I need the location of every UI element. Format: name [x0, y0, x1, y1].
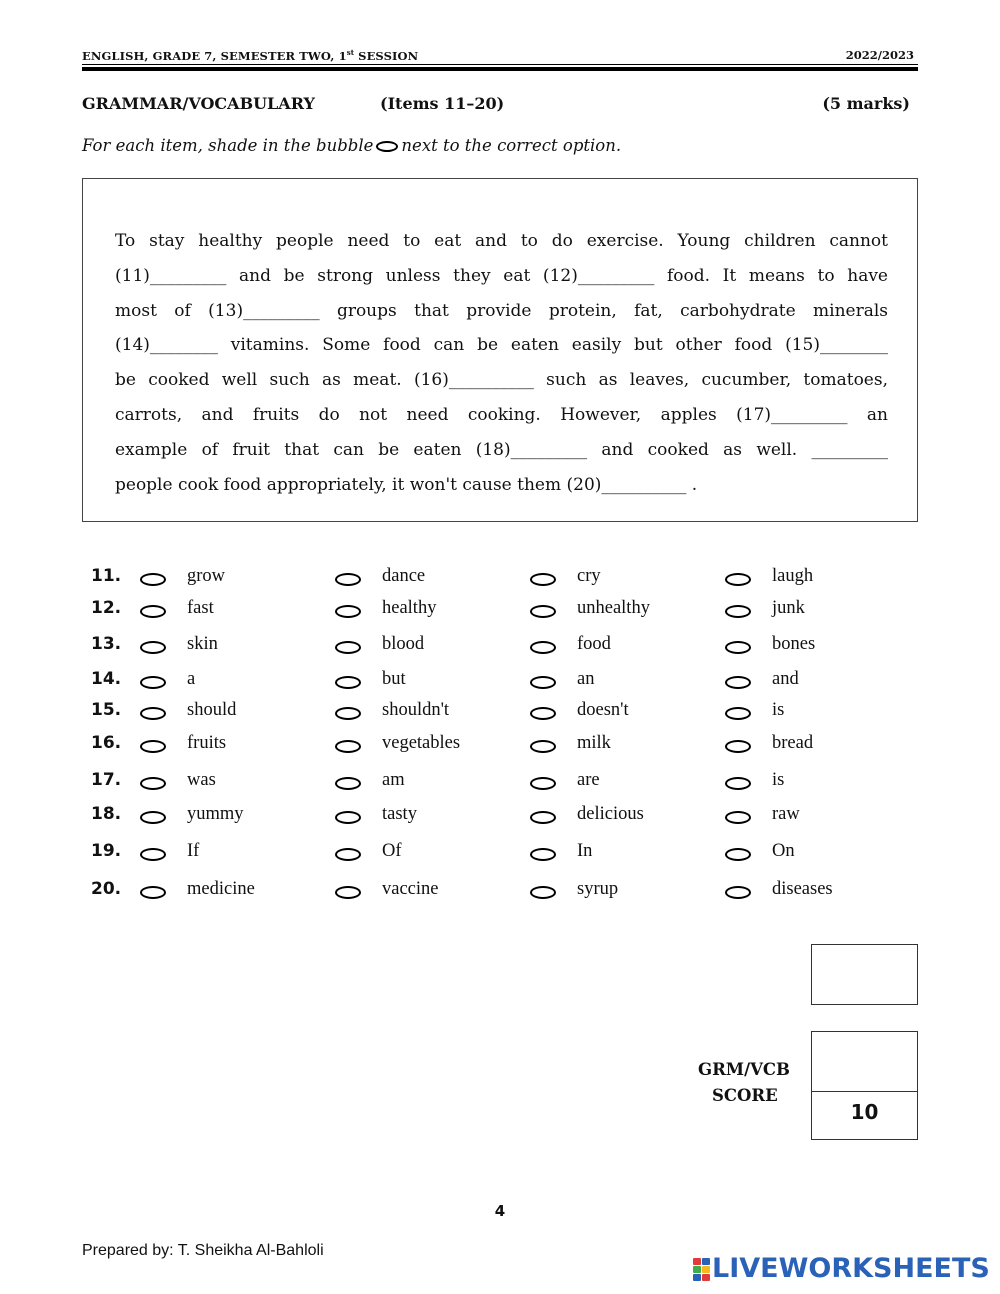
passage-line: be cooked well such as meat. (16)__________ such as leaves, cucumber, tomatoes, — [115, 370, 888, 391]
option-label: doesn't — [577, 700, 629, 720]
bubble-icon[interactable] — [725, 573, 751, 586]
bubble-icon[interactable] — [335, 605, 361, 618]
question-number: 13. — [91, 634, 122, 654]
option-label: fast — [187, 598, 214, 618]
score-total: 10 — [850, 1100, 879, 1124]
bubble-icon[interactable] — [140, 707, 166, 720]
liveworksheets-logo — [693, 1255, 989, 1285]
option-label: raw — [772, 804, 800, 824]
liveworksheets-icon — [693, 1258, 710, 1282]
option-label: grow — [187, 566, 226, 586]
option-label: unhealthy — [577, 598, 650, 618]
bubble-icon[interactable] — [140, 740, 166, 753]
question-row-12 — [0, 598, 1000, 628]
passage-line: most of (13)_________ groups that provide protein, fat, carbohydrate minerals — [115, 300, 888, 321]
option-label: yummy — [187, 804, 244, 824]
bubble-icon[interactable] — [725, 848, 751, 861]
option-label: food — [577, 634, 611, 654]
option-label: am — [382, 770, 405, 790]
option-label: Of — [382, 841, 402, 861]
bubble-icon[interactable] — [335, 886, 361, 899]
question-row-14 — [0, 669, 1000, 699]
option-label: vegetables — [382, 733, 461, 753]
passage-line: (11)_________ and be strong unless they eat (12)_________ food. It means to have — [115, 265, 888, 286]
header-rule-thick — [82, 67, 918, 71]
bubble-icon[interactable] — [725, 641, 751, 654]
passage-line: To stay healthy people need to eat and to do exercise. Young children cannot — [115, 231, 888, 251]
option-label: syrup — [577, 879, 619, 899]
question-number: 16. — [91, 733, 122, 753]
option-label: healthy — [382, 598, 437, 618]
score-box-empty[interactable] — [811, 944, 918, 1005]
question-number: 20. — [91, 879, 122, 899]
option-label: cry — [577, 566, 601, 586]
bubble-icon[interactable] — [530, 605, 556, 618]
option-label: diseases — [772, 879, 833, 899]
option-label: an — [577, 669, 595, 689]
question-row-13 — [0, 634, 1000, 664]
score-label: SCORE — [712, 1086, 778, 1105]
bubble-icon[interactable] — [725, 605, 751, 618]
bubble-icon[interactable] — [140, 811, 166, 824]
option-label: and — [772, 669, 799, 689]
option-label: dance — [382, 566, 426, 586]
bubble-icon[interactable] — [140, 641, 166, 654]
bubble-icon[interactable] — [335, 848, 361, 861]
instruction: For each item, shade in the bubble next to the correct option. — [82, 136, 622, 155]
option-label: fruits — [187, 733, 227, 753]
passage-text — [115, 224, 888, 502]
section-title: GRAMMAR/VOCABULARY — [82, 94, 315, 113]
bubble-icon[interactable] — [725, 811, 751, 824]
question-row-11 — [0, 566, 1000, 596]
option-label: milk — [577, 733, 611, 753]
passage-line: example of fruit that can be eaten (18)_________ and cooked as well. _________ — [115, 439, 888, 460]
option-label: On — [772, 841, 795, 861]
question-number: 14. — [91, 669, 122, 689]
bubble-icon[interactable] — [335, 641, 361, 654]
option-label: are — [577, 770, 600, 790]
bubble-icon[interactable] — [140, 777, 166, 790]
bubble-icon[interactable] — [335, 811, 361, 824]
bubble-icon[interactable] — [530, 886, 556, 899]
option-label: delicious — [577, 804, 644, 824]
option-label: vaccine — [382, 879, 439, 899]
bubble-icon[interactable] — [140, 676, 166, 689]
option-label: a — [187, 669, 196, 689]
bubble-icon[interactable] — [335, 707, 361, 720]
bubble-icon[interactable] — [725, 676, 751, 689]
question-row-15 — [0, 700, 1000, 730]
bubble-icon[interactable] — [725, 886, 751, 899]
option-label: medicine — [187, 879, 255, 899]
bubble-icon[interactable] — [530, 777, 556, 790]
option-label: is — [772, 700, 785, 720]
bubble-icon — [376, 141, 398, 152]
bubble-icon[interactable] — [530, 641, 556, 654]
bubble-icon[interactable] — [335, 777, 361, 790]
bubble-icon[interactable] — [335, 676, 361, 689]
option-label: blood — [382, 634, 425, 654]
bubble-icon[interactable] — [530, 573, 556, 586]
question-number: 17. — [91, 770, 122, 790]
footer-credit: Prepared by: T. Sheikha Al-Bahloli — [82, 1242, 324, 1259]
bubble-icon[interactable] — [530, 848, 556, 861]
bubble-icon[interactable] — [725, 707, 751, 720]
passage-line: (14)________ vitamins. Some food can be eaten easily but other food (15)________ — [115, 335, 888, 356]
bubble-icon[interactable] — [140, 848, 166, 861]
liveworksheets-wordmark: LIVEWORKSHEETS — [712, 1253, 990, 1284]
option-label: but — [382, 669, 406, 689]
header-year: 2022/2023 — [845, 48, 914, 62]
question-number: 12. — [91, 598, 122, 618]
header-rule-thin — [82, 64, 918, 65]
score-label: GRM/VCB — [698, 1060, 790, 1079]
option-label: In — [577, 841, 593, 861]
bubble-icon[interactable] — [140, 605, 166, 618]
question-row-19 — [0, 841, 1000, 871]
bubble-icon[interactable] — [530, 740, 556, 753]
page-number: 4 — [494, 1202, 506, 1220]
option-label: is — [772, 770, 785, 790]
option-label: bones — [772, 634, 816, 654]
option-label: was — [187, 770, 216, 790]
question-number: 11. — [91, 566, 122, 586]
question-row-17 — [0, 770, 1000, 800]
section-items: (Items 11–20) — [380, 94, 505, 113]
option-label: laugh — [772, 566, 814, 586]
bubble-icon[interactable] — [140, 573, 166, 586]
passage-line: carrots, and fruits do not need cooking. However, apples (17)_________ an — [115, 404, 888, 425]
option-label: tasty — [382, 804, 417, 824]
question-number: 15. — [91, 700, 122, 720]
score-divider — [811, 1091, 918, 1092]
bubble-icon[interactable] — [725, 740, 751, 753]
question-number: 19. — [91, 841, 122, 861]
question-row-16 — [0, 733, 1000, 763]
question-row-18 — [0, 804, 1000, 834]
option-label: junk — [772, 598, 805, 618]
bubble-icon[interactable] — [530, 707, 556, 720]
option-label: shouldn't — [382, 700, 450, 720]
bubble-icon[interactable] — [725, 777, 751, 790]
option-label: bread — [772, 733, 814, 753]
option-label: skin — [187, 634, 218, 654]
option-label: should — [187, 700, 237, 720]
option-label: If — [187, 841, 200, 861]
bubble-icon[interactable] — [530, 676, 556, 689]
header-title: ENGLISH, GRADE 7, SEMESTER TWO, 1st SESSION — [82, 48, 419, 63]
bubble-icon[interactable] — [530, 811, 556, 824]
section-marks: (5 marks) — [822, 94, 910, 113]
bubble-icon[interactable] — [140, 886, 166, 899]
question-number: 18. — [91, 804, 122, 824]
bubble-icon[interactable] — [335, 573, 361, 586]
bubble-icon[interactable] — [335, 740, 361, 753]
question-row-20 — [0, 879, 1000, 909]
passage-line: people cook food appropriately, it won't cause them (20)__________ . — [115, 474, 698, 495]
